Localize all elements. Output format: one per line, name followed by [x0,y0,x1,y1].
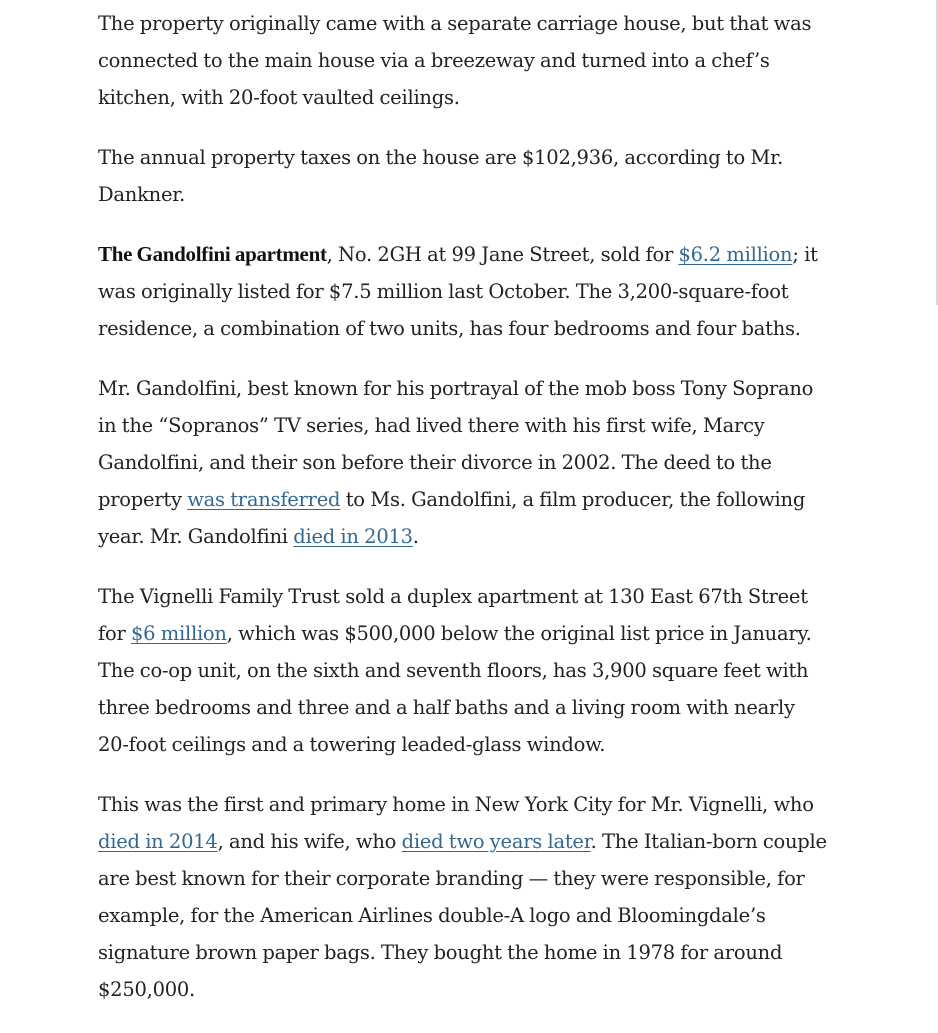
paragraph-carriage-house [98,5,898,116]
text-line [98,481,898,518]
link-died-in-2014[interactable]: died in 2014 [98,830,218,853]
text-line: three bedrooms and three and a half baths and a living room with nearly [98,696,795,719]
text-line [98,236,898,273]
link-died-two-years-later[interactable]: died two years later [401,830,591,853]
text-span: , and his wife, who [217,830,402,853]
text-line: The Vignelli Family Trust sold a duplex apartment at 130 East 67th Street [98,585,808,608]
text-line [98,518,898,555]
text-line: signature brown paper bags. They bought the home in 1978 for around [98,941,783,964]
text-line: The co-op unit, on the sixth and seventh floors, has 3,900 square feet with [98,659,809,682]
link-6-million[interactable]: $6 million [130,622,227,645]
text-span: year. Mr. Gandolfini [98,525,294,548]
text-span: ; it [792,243,818,266]
text-line: The property originally came with a separate carriage house, but that was [98,12,812,35]
text-line: Dankner. [98,183,186,206]
text-span: to Ms. Gandolfini, a film producer, the following [340,488,806,511]
paragraph-property-taxes [98,139,898,213]
text-line: Mr. Gandolfini, best known for his portrayal of the mob boss Tony Soprano [98,377,814,400]
text-line: are best known for their corporate branding — they were responsible, for [98,867,805,890]
text-span: . The Italian-born couple [590,830,827,853]
text-line: This was the first and primary home in New York City for Mr. Vignelli, who [98,793,814,816]
link-died-in-2013[interactable]: died in 2013 [293,525,413,548]
text-line: kitchen, with 20-foot vaulted ceilings. [98,86,460,109]
text-span: , which was $500,000 below the original list price in January. [226,622,812,645]
link-was-transferred[interactable]: was transferred [187,488,341,511]
text-line: $250,000. [98,978,195,1001]
text-span: property [98,488,188,511]
text-line: example, for the American Airlines double-A logo and Bloomingdale’s [98,904,766,927]
text-span: for [98,622,131,645]
paragraph-gandolfini-bio [98,370,898,555]
article-body [98,5,898,1008]
paragraph-gandolfini-apartment [98,236,898,347]
text-span: . [412,525,419,548]
link-6-2-million[interactable]: $6.2 million [678,243,793,266]
text-line: Gandolfini, and their son before their divorce in 2002. The deed to the [98,451,772,474]
paragraph-vignelli-history [98,786,898,1008]
text-line: in the “Sopranos” TV series, had lived there with his first wife, Marcy [98,414,765,437]
text-line: was originally listed for $7.5 million last October. The 3,200-square-foot [98,280,789,303]
text-line: residence, a combination of two units, has four bedrooms and four baths. [98,317,801,340]
text-line: 20-foot ceilings and a towering leaded-glass window. [98,733,606,756]
text-line [98,823,898,860]
text-line: connected to the main house via a breezeway and turned into a chef’s [98,49,770,72]
text-line: The annual property taxes on the house are $102,936, according to Mr. [98,146,784,169]
bold-lead-in: The Gandolfini apartment [98,242,327,266]
paragraph-vignelli-sale [98,578,898,763]
text-span: , No. 2GH at 99 Jane Street, sold for [326,243,679,266]
text-line [98,615,898,652]
